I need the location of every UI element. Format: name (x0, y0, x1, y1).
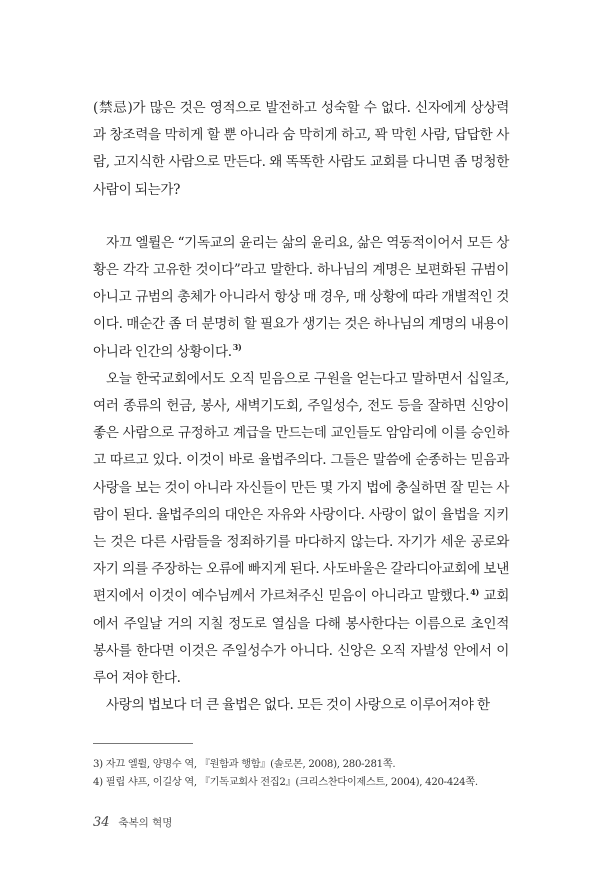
footnotes (93, 756, 513, 791)
page-number: 34 (93, 815, 110, 830)
book-title: 축복의 혁명 (118, 817, 173, 829)
paragraph-3 (93, 366, 509, 692)
paragraph-gap (93, 204, 509, 230)
paragraph-1: (禁忌)가 많은 것은 영적으로 발전하고 성숙할 수 없다. 신자에게 상상력과 창조력을 막히게 할 뿐 아니라 숨 막히게 하고, 꽉 막힌 사람, 답답한 사람, 고지식한 사람으로 만든다. 왜 똑똑한 사람도 교회를 다니면 좀 멍청한 사람이 되는가? (93, 100, 509, 198)
footnote-4: 4) 필립 샤프, 이길상 역, 『기독교회사 전집2』(크리스찬다이제스트, 2004), 420-424쪽. (93, 776, 478, 788)
paragraph-3-text-a: 오늘 한국교회에서도 오직 믿음으로 구원을 얻는다고 말하면서 십일조, 여러 종류의 헌금, 봉사, 새벽기도회, 주일성수, 전도 등을 잘하면 신앙이 좋은 사람으로 규정하고 계급을 만드는데 교인들도 암암리에 이를 승인하고 따르고 있다. 이것이 바로 율법주의다. 그들은 말씀에 순종하는 믿음과 사랑을 보는 것이 아니라 자신들이 만든 몇 가지 법에 충실하면 잘 믿는 사람이 된다. 율법주의의 대안은 자유와 사랑이다. 사랑이 없이 율법을 지키는 것은 다른 사람들을 정죄하기를 마다하지 않는다. 자기가 세운 공로와 자기 의를 주장하는 오류에 빠지게 된다. 사도바울은 갈라디아교회에 보낸 편지에서 이것이 예수님께서 가르쳐주신 믿음이 아니라고 말했다. (93, 370, 509, 605)
paragraph-2-text: 자끄 엘륄은 “기독교의 윤리는 삶의 윤리요, 삶은 역동적이어서 모든 상황은 각각 고유한 것이다”라고 말한다. 하나님의 계명은 보편화된 규범이 아니고 규범의 총체가 아니라서 항상 매 경우, 매 상황에 따라 개별적인 것이다. 매순간 좀 더 분명히 할 필요가 생기는 것은 하나님의 계명의 내용이 아니라 인간의 상황이다. (93, 234, 509, 360)
body-text (93, 95, 509, 719)
footnote-divider (93, 743, 193, 744)
page-footer (93, 815, 172, 830)
footnote-ref-4: 4) (470, 586, 479, 597)
footnote-3: 3) 자끄 엘륄, 양명수 역, 『원함과 행함』(솔로몬, 2008), 280-281쪽. (93, 759, 396, 770)
paragraph-4: 사랑의 법보다 더 큰 율법은 없다. 모든 것이 사랑으로 이루어져야 한 (106, 697, 490, 714)
paragraph-2 (93, 230, 509, 366)
footnote-ref-3: 3) (232, 342, 242, 353)
paragraph-3-text-b: 교회에서 주일날 거의 지칠 정도로 열심을 다해 봉사한다는 이름으로 초인적 봉사를 한다면 이것은 주일성수가 아니다. 신앙은 오직 자발성 안에서 이루어 져야 한다. (93, 588, 509, 687)
